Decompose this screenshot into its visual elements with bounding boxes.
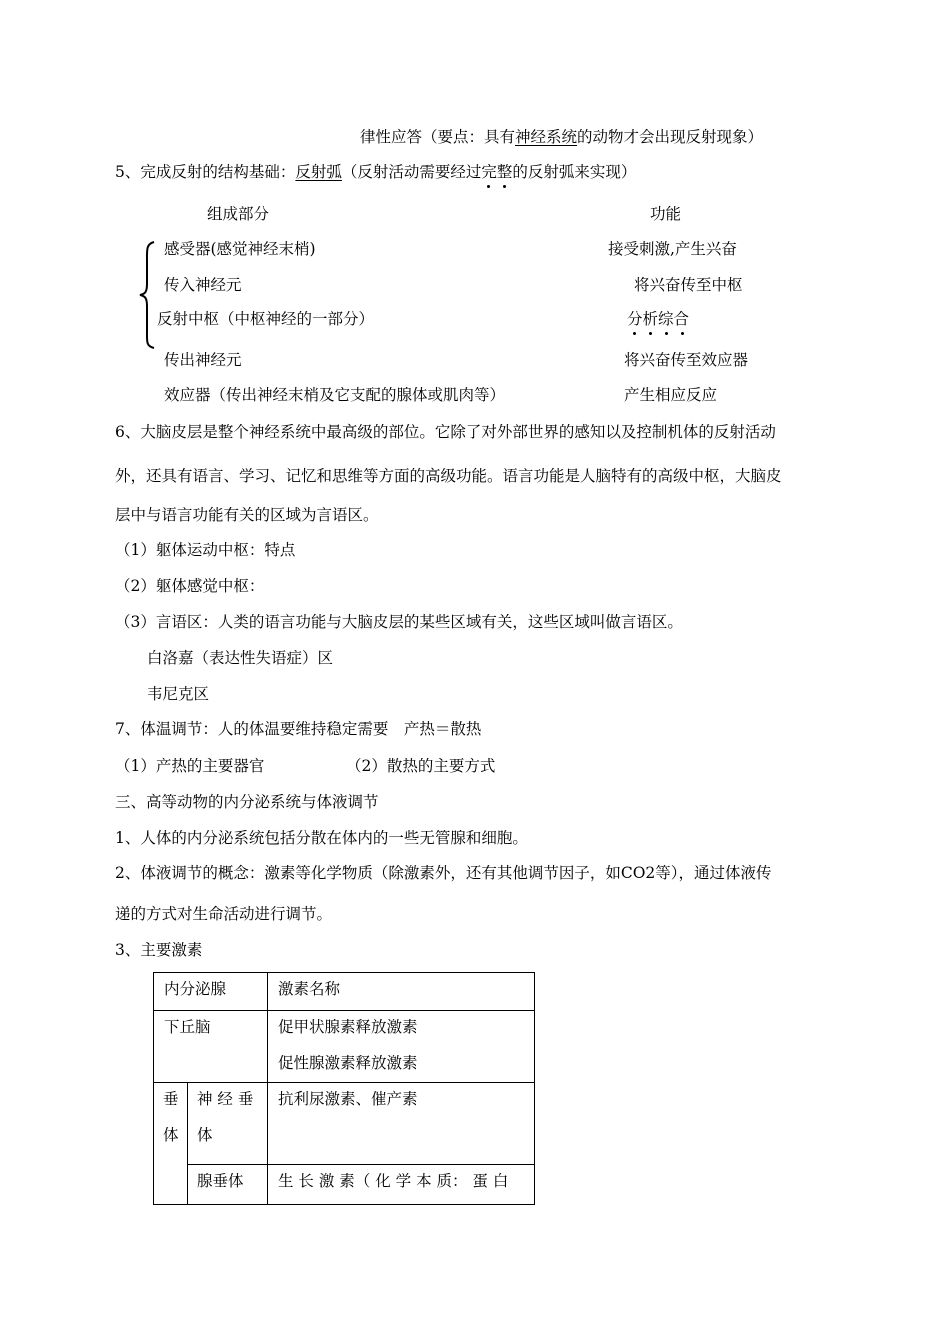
- arc-part-center: 反射中枢（中枢神经的一部分）: [157, 310, 375, 328]
- pituitary-char-2: 体: [163, 1126, 179, 1144]
- item-5: [115, 162, 636, 182]
- header-gland-cell: [154, 973, 268, 1011]
- pituitary-char-1: 垂: [163, 1090, 179, 1108]
- arc-header-function: 功能: [650, 205, 682, 223]
- table-row: [154, 1011, 535, 1083]
- arc-header-parts: 组成部分: [207, 205, 270, 223]
- table-row: [154, 1165, 535, 1205]
- hypothalamus-cell: [154, 1011, 268, 1083]
- text-segment: 的反射弧来实现）: [512, 163, 637, 181]
- item-7-sub-1: （1）产热的主要器官: [115, 757, 265, 775]
- emphasis-dotted-text: [481, 163, 512, 181]
- section-3-p1: 1、人体的内分泌系统包括分散在体内的一些无管腺和细胞。: [115, 829, 528, 847]
- item-6-line-3: 层中与语言功能有关的区域为言语区。: [115, 506, 379, 524]
- item-7-sub-2: （2）散热的主要方式: [346, 757, 496, 775]
- neurohypophysis-hormones-cell: [268, 1083, 535, 1165]
- pituitary-cell: [154, 1083, 188, 1205]
- wernicke-area: 韦尼克区: [147, 685, 210, 703]
- dotted-word: 分析综合: [627, 310, 690, 328]
- section-3-p2-line-2: 递的方式对生命活动进行调节。: [115, 905, 333, 923]
- neuro-line-2: 体: [197, 1126, 213, 1144]
- hormone-table: [153, 972, 535, 1205]
- item-6-sub-3: （3）言语区：人类的语言功能与大脑皮层的某些区域有关，这些区域叫做言语区。: [115, 613, 683, 631]
- text-segment: 的动物才会出现反射现象）: [577, 128, 764, 146]
- text-segment: （反射活动需要经过: [341, 163, 482, 181]
- arc-part-afferent: 传入神经元: [164, 276, 242, 294]
- underlined-term: 神经系统: [515, 128, 578, 146]
- header-gland: 内分泌腺: [164, 980, 227, 998]
- arc-part-efferent: 传出神经元: [164, 351, 242, 369]
- hypothalamus-hormones-cell: [268, 1011, 535, 1083]
- dotted-word: 完整: [481, 163, 513, 181]
- item-6-sub-2: （2）躯体感觉中枢：: [115, 577, 265, 595]
- section-3-p3: 3、主要激素: [115, 941, 203, 959]
- broca-area: 白洛嘉（表达性失语症）区: [147, 649, 334, 667]
- adenohypophysis-label: 腺垂体: [197, 1172, 244, 1190]
- item-6-line-2: 外，还具有语言、学习、记忆和思维等方面的高级功能。语言功能是人脑特有的高级中枢，大脑皮: [115, 467, 782, 485]
- item-7: 7、体温调节：人的体温要维持稳定需要 产热＝散热: [115, 720, 482, 738]
- table-row: [154, 1083, 535, 1165]
- hypothalamus-hormones: [268, 1011, 534, 1073]
- arc-part-receptor: 感受器(感觉神经末梢): [164, 240, 316, 258]
- section-3-p2-line-1: 2、体液调节的概念：激素等化学物质（除激素外，还有其他调节因子，如CO2等），通过体液传: [115, 864, 772, 882]
- arc-function-efferent: 将兴奋传至效应器: [624, 351, 749, 369]
- underlined-term: 反射弧: [295, 163, 342, 181]
- item-6-sub-1: （1）躯体运动中枢：特点: [115, 541, 296, 559]
- adenohypophysis-cell: [188, 1165, 268, 1205]
- arc-function-receptor: 接受刺激,产生兴奋: [608, 240, 737, 258]
- table-row: [154, 973, 535, 1011]
- neuro-line-1: 神 经 垂: [197, 1090, 254, 1108]
- hormone-gnrh: 促性腺激素释放激素: [278, 1054, 418, 1072]
- arc-part-effector: 效应器（传出神经末梢及它支配的腺体或肌肉等）: [164, 386, 506, 404]
- arc-function-center: [627, 309, 689, 329]
- adenohypophysis-hormones-cell: [268, 1165, 535, 1205]
- curly-brace: [138, 240, 158, 350]
- item-6-line-1: 6、大脑皮层是整个神经系统中最高级的部位。它除了对外部世界的感知以及控制机体的反射活动: [115, 423, 776, 441]
- hormone-adh-oxytocin: 抗利尿激素、催产素: [278, 1090, 418, 1108]
- header-hormone-cell: [268, 973, 535, 1011]
- arc-function-afferent: 将兴奋传至中枢: [634, 276, 743, 294]
- continuation-line: [360, 127, 763, 147]
- arc-function-effector: 产生相应反应: [624, 386, 718, 404]
- section-3-heading: 三、高等动物的内分泌系统与体液调节: [115, 793, 379, 811]
- pituitary-label: [154, 1083, 187, 1145]
- neurohypophysis-label: [188, 1083, 267, 1145]
- hypothalamus-label: 下丘脑: [164, 1018, 211, 1036]
- text-segment: 5、完成反射的结构基础：: [115, 163, 296, 181]
- neurohypophysis-cell: [188, 1083, 268, 1165]
- text-segment: 律性应答（要点：具有: [360, 128, 516, 146]
- header-hormone: 激素名称: [278, 980, 341, 998]
- hormone-trh: 促甲状腺素释放激素: [278, 1018, 418, 1036]
- hormone-gh: 生 长 激 素（ 化 学 本 质： 蛋 白: [278, 1172, 509, 1190]
